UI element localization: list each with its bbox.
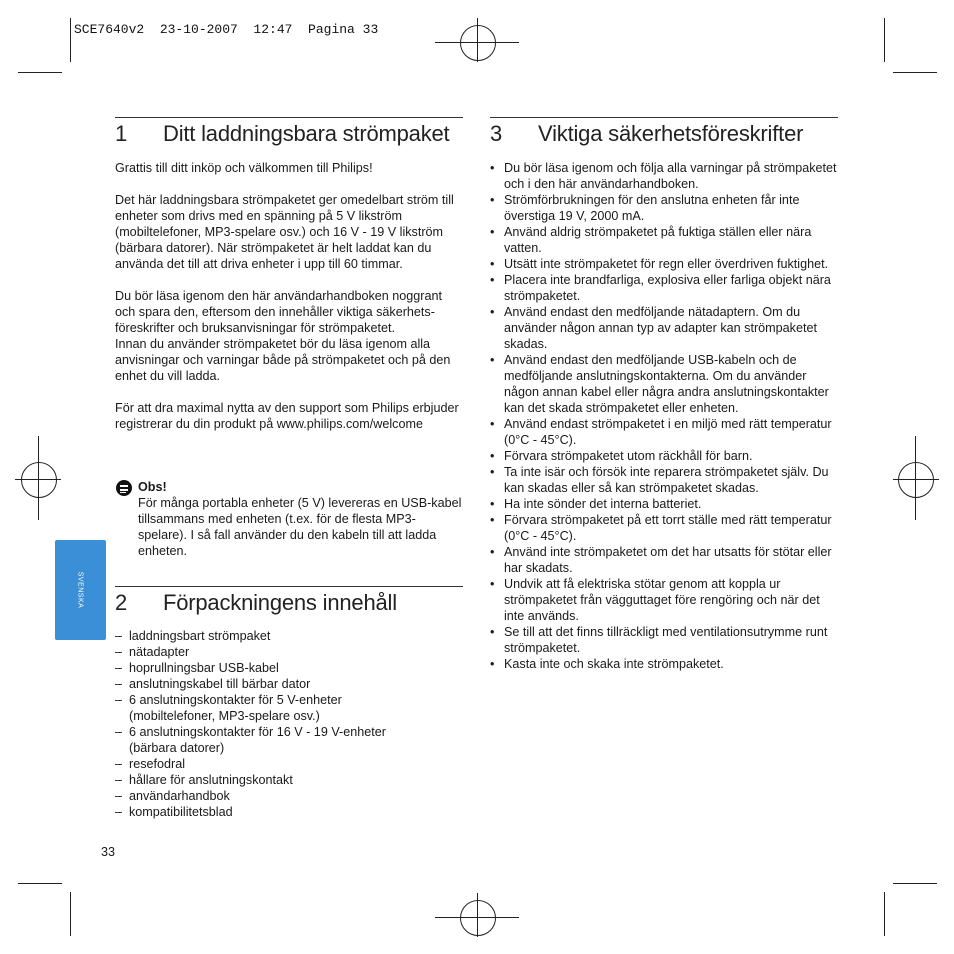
section-title: Förpackningens innehåll [163, 590, 397, 615]
section-title: Ditt laddningsbara strömpaket [163, 121, 450, 146]
crop-mark [884, 892, 885, 936]
registration-line [477, 18, 478, 62]
list-item: • Utsätt inte strömpaketet för regn eller överdriven fuktighet. [490, 256, 840, 272]
list-item: – resefodral [115, 756, 415, 772]
section-number: 2 [115, 590, 128, 615]
list-item: • Se till att det finns tillräckligt med ventilationsutrymme runt strömpaketet. [490, 624, 840, 656]
list-item: – kompatibilitetsblad [115, 804, 415, 820]
paragraph: Innan du använder strömpaketet bör du läsa igenom alla anvisningar och varningar både på strömpaketet och på den enhet du vill ladda. [115, 337, 451, 383]
list-item: – hoprullningsbar USB-kabel [115, 660, 415, 676]
registration-line [477, 893, 478, 937]
list-item: • Placera inte brandfarliga, explosiva eller farliga objekt nära strömpaketet. [490, 272, 840, 304]
crop-mark [18, 72, 62, 73]
section-number: 1 [115, 121, 128, 146]
list-item: • Använd aldrig strömpaketet på fuktiga ställen eller nära vatten. [490, 224, 840, 256]
registration-line [915, 436, 916, 520]
crop-mark [884, 18, 885, 62]
list-item: • Förvara strömpaketet på ett torrt ställe med rätt temperatur (0°C - 45°C). [490, 512, 840, 544]
list-item: – hållare för anslutningskontakt [115, 772, 415, 788]
list-item: – 6 anslutningskontakter för 16 V - 19 V-enheter (bärbara datorer) [115, 724, 415, 756]
section-rule [490, 117, 838, 118]
list-item: – nätadapter [115, 644, 415, 660]
crop-mark [70, 18, 71, 62]
section-number: 3 [490, 121, 503, 146]
paragraph: För att dra maximal nytta av den support som Philips erbjuder registrerar du din produkt på www.philips.com/welcome [115, 401, 459, 431]
crop-mark [893, 883, 937, 884]
list-item: • Använd endast den medföljande USB-kabeln och de medföljande anslutningskontakterna. Om du använder någon annan kabel eller några andra anslutningskontakter kan det skada strömpaketet eller enheten. [490, 352, 840, 416]
list-item: – 6 anslutningskontakter för 5 V-enheter (mobiltelefoner, MP3-spelare osv.) [115, 692, 415, 724]
list-item: • Använd inte strömpaketet om det har utsatts för stötar eller har skadats. [490, 544, 840, 576]
registration-line [38, 436, 39, 520]
paragraph: Du bör läsa igenom den här användarhandboken noggrant och spara den, eftersom den innehåller viktiga säkerhets-föreskrifter och bruksanvisningar för strömpaketet. [115, 289, 442, 335]
list-item: • Använd endast den medföljande nätadaptern. Om du använder någon annan typ av adapter kan strömpaketet skadas. [490, 304, 840, 352]
registration-target-icon [898, 462, 934, 498]
note-label: Obs! [138, 480, 167, 494]
registration-line [893, 479, 939, 480]
list-item: – användarhandbok [115, 788, 415, 804]
note-icon [116, 480, 132, 496]
crop-mark [893, 72, 937, 73]
crop-mark [18, 883, 62, 884]
registration-target-icon [460, 25, 496, 61]
page-number: 33 [101, 845, 116, 859]
section-title: Viktiga säkerhetsföreskrifter [538, 121, 804, 146]
list-item: • Förvara strömpaketet utom räckhåll för barn. [490, 448, 840, 464]
print-header: SCE7640v2 23-10-2007 12:47 Pagina 33 [74, 22, 379, 37]
list-item: • Ha inte sönder det interna batteriet. [490, 496, 840, 512]
language-tab [55, 540, 106, 640]
section-rule [115, 586, 463, 587]
list-item: • Ta inte isär och försök inte reparera strömpaketet själv. Du kan skadas eller så kan strömpaketet skadas. [490, 464, 840, 496]
list-item: • Du bör läsa igenom och följa alla varningar på strömpaketet och i den här användarhandboken. [490, 160, 840, 192]
section-2-heading [115, 590, 397, 616]
list-item: – anslutningskabel till bärbar dator [115, 676, 415, 692]
section-3-heading [490, 121, 803, 147]
crop-mark [70, 892, 71, 936]
list-item: – laddningsbart strömpaket [115, 628, 415, 644]
registration-target-icon [21, 462, 57, 498]
paragraph: Grattis till ditt inköp och välkommen till Philips! [115, 161, 373, 175]
list-item: • Strömförbrukningen för den anslutna enheten får inte överstiga 19 V, 2000 mA. [490, 192, 840, 224]
section-1-body [115, 160, 463, 448]
paragraph: Det här laddningsbara strömpaketet ger omedelbart ström till enheter som drivs med en spänning på 5 V likström (mobiltelefoner, MP3-spelare osv.) och 16 V - 19 V likström (bärbara datorer). När strömpaketet är helt laddat kan du använda det till att driva enheter i upp till 60 timmar. [115, 193, 454, 271]
list-item: • Undvik att få elektriska stötar genom att koppla ur strömpaketet från vägguttaget före rengöring och när det inte används. [490, 576, 840, 624]
registration-target-icon [460, 900, 496, 936]
list-item: • Använd endast strömpaketet i en miljö med rätt temperatur (0°C - 45°C). [490, 416, 840, 448]
note-text: För många portabla enheter (5 V) levereras en USB-kabel tillsammans med enheten (t.ex. för de flesta MP3-spelare). I så fall använder du den kabeln till att ladda enheten. [138, 496, 462, 558]
section-2-list [115, 628, 415, 820]
section-1-heading [115, 121, 449, 147]
section-3-list [490, 160, 840, 672]
section-rule [115, 117, 463, 118]
language-tab-label: SVENSKA [76, 571, 84, 609]
list-item: • Kasta inte och skaka inte strömpaketet. [490, 656, 840, 672]
